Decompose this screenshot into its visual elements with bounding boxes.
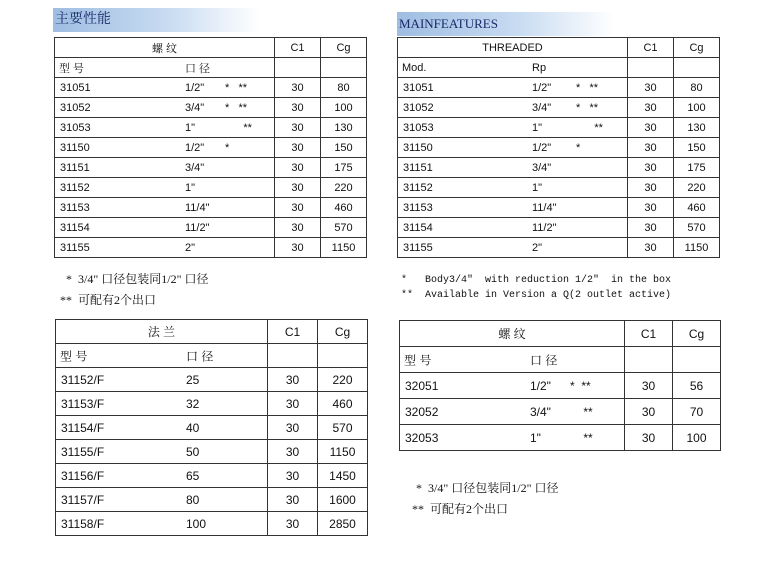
model-number: 31153: [60, 201, 90, 214]
model-size-cell: [398, 138, 628, 158]
table-row: [56, 488, 368, 512]
option-flags: * **: [576, 81, 599, 94]
subheader-row: [55, 58, 367, 78]
c1-header: C1: [275, 38, 321, 58]
model-number: 31150: [403, 141, 433, 154]
model-size-cell: [398, 218, 628, 238]
c1-value: 30: [625, 373, 673, 399]
subheader-cell: [55, 58, 275, 78]
table-row: [55, 198, 367, 218]
table-row: [56, 368, 368, 392]
option-flags: * **: [570, 378, 591, 393]
model-size-cell: [398, 198, 628, 218]
model-number: 31051: [60, 81, 91, 94]
table-row: [55, 218, 367, 238]
c1-value: 30: [625, 399, 673, 425]
option-flags: **: [225, 121, 252, 134]
column-group-title: 螺 纹: [55, 38, 275, 58]
c1-header: C1: [628, 38, 674, 58]
c1-value: 30: [275, 198, 321, 218]
c1-value: 30: [275, 238, 321, 258]
model-size-cell: [55, 98, 275, 118]
threaded-table-cn-2: [399, 320, 721, 451]
c1-value: 30: [628, 118, 674, 138]
cg-value: 220: [321, 178, 367, 198]
model-number: 31154: [403, 221, 433, 234]
c1-value: 30: [275, 178, 321, 198]
cg-value: 220: [318, 368, 368, 392]
port-size: 11/4": [185, 201, 210, 214]
table-row: [398, 158, 720, 178]
model-number: 31151: [403, 161, 433, 174]
model-size-cell: [55, 138, 275, 158]
cg-value: 150: [674, 138, 720, 158]
model-size-cell: [398, 98, 628, 118]
port-size: 50: [186, 444, 200, 459]
port-size: 100: [186, 516, 207, 531]
port-size: 3/4": [185, 101, 205, 114]
model-size-cell: [398, 158, 628, 178]
header-row: [398, 38, 720, 58]
port-size: 3/4": [530, 404, 551, 419]
model-size-cell: [400, 399, 625, 425]
size-label: Rp: [532, 61, 547, 74]
table-row: [398, 218, 720, 238]
note-cn-2-star: * 3/4" 口径包装同1/2" 口径: [416, 481, 559, 495]
c1-value: 30: [268, 416, 318, 440]
model-number: 31052: [403, 101, 434, 114]
empty-cell: [625, 347, 673, 373]
table-row: [400, 373, 721, 399]
port-size: 3/4": [185, 161, 205, 174]
header-row: [55, 38, 367, 58]
port-size: 3/4": [532, 161, 552, 174]
note-cn-1-double-star: ** 可配有2个出口: [60, 293, 157, 307]
c1-value: 30: [628, 218, 674, 238]
size-label: 口 径: [530, 353, 558, 367]
subheader-cell: [56, 344, 268, 368]
right-section-header: MAINFEATURES: [397, 12, 614, 36]
port-size: 2": [185, 241, 196, 254]
empty-cell: [628, 58, 674, 78]
table-row: [400, 399, 721, 425]
model-size-cell: [55, 238, 275, 258]
c1-value: 30: [275, 158, 321, 178]
model-size-cell: [56, 368, 268, 392]
cg-header: Cg: [674, 38, 720, 58]
table-row: [398, 178, 720, 198]
table-row: [56, 440, 368, 464]
model-size-cell: [55, 118, 275, 138]
model-size-cell: [56, 464, 268, 488]
table-row: [398, 118, 720, 138]
model-number: 31152: [60, 181, 90, 194]
table-row: [56, 392, 368, 416]
subheader-cell: [398, 58, 628, 78]
port-size: 32: [186, 396, 200, 411]
model-size-cell: [400, 373, 625, 399]
c1-value: 30: [628, 198, 674, 218]
model-label: Mod.: [402, 61, 427, 74]
cg-value: 2850: [318, 512, 368, 536]
port-size: 1": [185, 181, 196, 194]
column-group-title: 法 兰: [56, 320, 268, 344]
option-flags: *: [576, 141, 581, 154]
header-row: [56, 320, 368, 344]
port-size: 2": [532, 241, 543, 254]
empty-cell: [673, 347, 721, 373]
cg-value: 175: [321, 158, 367, 178]
table-row: [56, 512, 368, 536]
cg-value: 1450: [318, 464, 368, 488]
size-label: 口 径: [186, 349, 214, 363]
empty-cell: [275, 58, 321, 78]
port-size: 1": [532, 181, 543, 194]
model-number: 31155: [403, 241, 433, 254]
model-number: 31152: [403, 181, 433, 194]
note-en-star: * Body3/4" with reduction 1/2" in the box: [401, 275, 672, 286]
cg-header: Cg: [321, 38, 367, 58]
c1-value: 30: [275, 138, 321, 158]
option-flags: *: [225, 141, 230, 154]
left-section-header: 主要性能: [53, 8, 260, 32]
model-size-cell: [398, 118, 628, 138]
table-row: [55, 98, 367, 118]
model-size-cell: [56, 512, 268, 536]
threaded-table-en: [397, 37, 720, 258]
table-row: [400, 425, 721, 451]
c1-value: 30: [628, 98, 674, 118]
model-label: 型 号: [59, 62, 85, 75]
c1-value: 30: [268, 512, 318, 536]
c1-value: 30: [628, 158, 674, 178]
note-cn-1-star: * 3/4" 口径包装同1/2" 口径: [66, 272, 209, 286]
threaded-table-cn: [54, 37, 367, 258]
cg-value: 80: [321, 78, 367, 98]
model-label: 型 号: [404, 353, 432, 367]
model-number: 31153/F: [61, 396, 105, 411]
cg-value: 1600: [318, 488, 368, 512]
size-label: 口 径: [185, 62, 211, 75]
c1-header: C1: [625, 321, 673, 347]
cg-value: 56: [673, 373, 721, 399]
model-number: 31155/F: [61, 444, 105, 459]
column-group-title: THREADED: [398, 38, 628, 58]
port-size: 25: [186, 372, 200, 387]
port-size: 40: [186, 420, 200, 435]
model-size-cell: [398, 178, 628, 198]
c1-value: 30: [628, 238, 674, 258]
port-size: 1": [185, 121, 196, 134]
model-size-cell: [56, 488, 268, 512]
cg-value: 1150: [318, 440, 368, 464]
model-number: 32052: [405, 404, 439, 419]
model-number: 31051: [403, 81, 434, 94]
cg-value: 220: [674, 178, 720, 198]
option-flags: **: [576, 121, 603, 134]
c1-value: 30: [628, 178, 674, 198]
port-size: 11/2": [532, 221, 557, 234]
table-row: [55, 118, 367, 138]
cg-value: 1150: [674, 238, 720, 258]
model-size-cell: [55, 78, 275, 98]
cg-value: 460: [318, 392, 368, 416]
note-cn-2-double-star: ** 可配有2个出口: [412, 502, 509, 516]
model-number: 31152/F: [61, 372, 105, 387]
column-group-title: 螺 纹: [400, 321, 625, 347]
port-size: 1/2": [530, 378, 551, 393]
port-size: 1/2": [185, 141, 205, 154]
table-row: [55, 158, 367, 178]
model-size-cell: [55, 218, 275, 238]
model-number: 31154/F: [61, 420, 105, 435]
c1-value: 30: [275, 78, 321, 98]
port-size: 1/2": [532, 141, 552, 154]
cg-value: 130: [674, 118, 720, 138]
c1-value: 30: [268, 488, 318, 512]
model-number: 31150: [60, 141, 90, 154]
c1-value: 30: [268, 368, 318, 392]
table-row: [55, 138, 367, 158]
c1-value: 30: [628, 138, 674, 158]
empty-cell: [674, 58, 720, 78]
empty-cell: [321, 58, 367, 78]
note-en-double-star: ** Available in Version a Q(2 outlet active): [401, 290, 672, 301]
subheader-cell: [400, 347, 625, 373]
port-size: 11/2": [185, 221, 210, 234]
table-row: [398, 138, 720, 158]
model-number: 31155: [60, 241, 90, 254]
table-row: [55, 238, 367, 258]
model-number: 31157/F: [61, 492, 105, 507]
subheader-row: [400, 347, 721, 373]
port-size: 1": [532, 121, 543, 134]
model-number: 32051: [405, 378, 439, 393]
cg-value: 570: [321, 218, 367, 238]
table-row: [55, 78, 367, 98]
model-size-cell: [55, 198, 275, 218]
model-label: 型 号: [60, 349, 88, 363]
c1-value: 30: [275, 118, 321, 138]
table-row: [398, 238, 720, 258]
model-number: 31156/F: [61, 468, 105, 483]
cg-value: 100: [674, 98, 720, 118]
model-number: 31158/F: [61, 516, 105, 531]
cg-value: 460: [321, 198, 367, 218]
model-size-cell: [55, 158, 275, 178]
c1-value: 30: [268, 440, 318, 464]
option-flags: * **: [225, 101, 248, 114]
c1-value: 30: [275, 98, 321, 118]
c1-value: 30: [268, 392, 318, 416]
empty-cell: [318, 344, 368, 368]
empty-cell: [268, 344, 318, 368]
cg-header: Cg: [318, 320, 368, 344]
port-size: 1/2": [185, 81, 205, 94]
model-size-cell: [55, 178, 275, 198]
model-number: 31052: [60, 101, 91, 114]
c1-value: 30: [268, 464, 318, 488]
cg-header: Cg: [673, 321, 721, 347]
model-number: 31151: [60, 161, 90, 174]
model-size-cell: [56, 416, 268, 440]
option-flags: **: [570, 430, 593, 445]
model-size-cell: [56, 392, 268, 416]
cg-value: 130: [321, 118, 367, 138]
cg-value: 80: [674, 78, 720, 98]
cg-value: 175: [674, 158, 720, 178]
model-size-cell: [400, 425, 625, 451]
table-row: [55, 178, 367, 198]
subheader-row: [398, 58, 720, 78]
model-number: 32053: [405, 430, 439, 445]
subheader-row: [56, 344, 368, 368]
cg-value: 460: [674, 198, 720, 218]
model-number: 31154: [60, 221, 90, 234]
cg-value: 570: [318, 416, 368, 440]
port-size: 80: [186, 492, 200, 507]
port-size: 1/2": [532, 81, 552, 94]
header-row: [400, 321, 721, 347]
cg-value: 1150: [321, 238, 367, 258]
model-size-cell: [398, 78, 628, 98]
table-row: [398, 78, 720, 98]
table-row: [398, 198, 720, 218]
port-size: 65: [186, 468, 200, 483]
cg-value: 150: [321, 138, 367, 158]
model-number: 31053: [60, 121, 91, 134]
cg-value: 70: [673, 399, 721, 425]
option-flags: * **: [576, 101, 599, 114]
port-size: 3/4": [532, 101, 552, 114]
model-number: 31053: [403, 121, 434, 134]
cg-value: 570: [674, 218, 720, 238]
table-row: [56, 464, 368, 488]
c1-value: 30: [625, 425, 673, 451]
option-flags: **: [570, 404, 593, 419]
table-row: [56, 416, 368, 440]
port-size: 11/4": [532, 201, 557, 214]
model-number: 31153: [403, 201, 433, 214]
c1-value: 30: [628, 78, 674, 98]
c1-header: C1: [268, 320, 318, 344]
c1-value: 30: [275, 218, 321, 238]
option-flags: * **: [225, 81, 248, 94]
table-row: [398, 98, 720, 118]
model-size-cell: [56, 440, 268, 464]
cg-value: 100: [321, 98, 367, 118]
flange-table: [55, 319, 368, 536]
port-size: 1": [530, 430, 541, 445]
model-size-cell: [398, 238, 628, 258]
cg-value: 100: [673, 425, 721, 451]
